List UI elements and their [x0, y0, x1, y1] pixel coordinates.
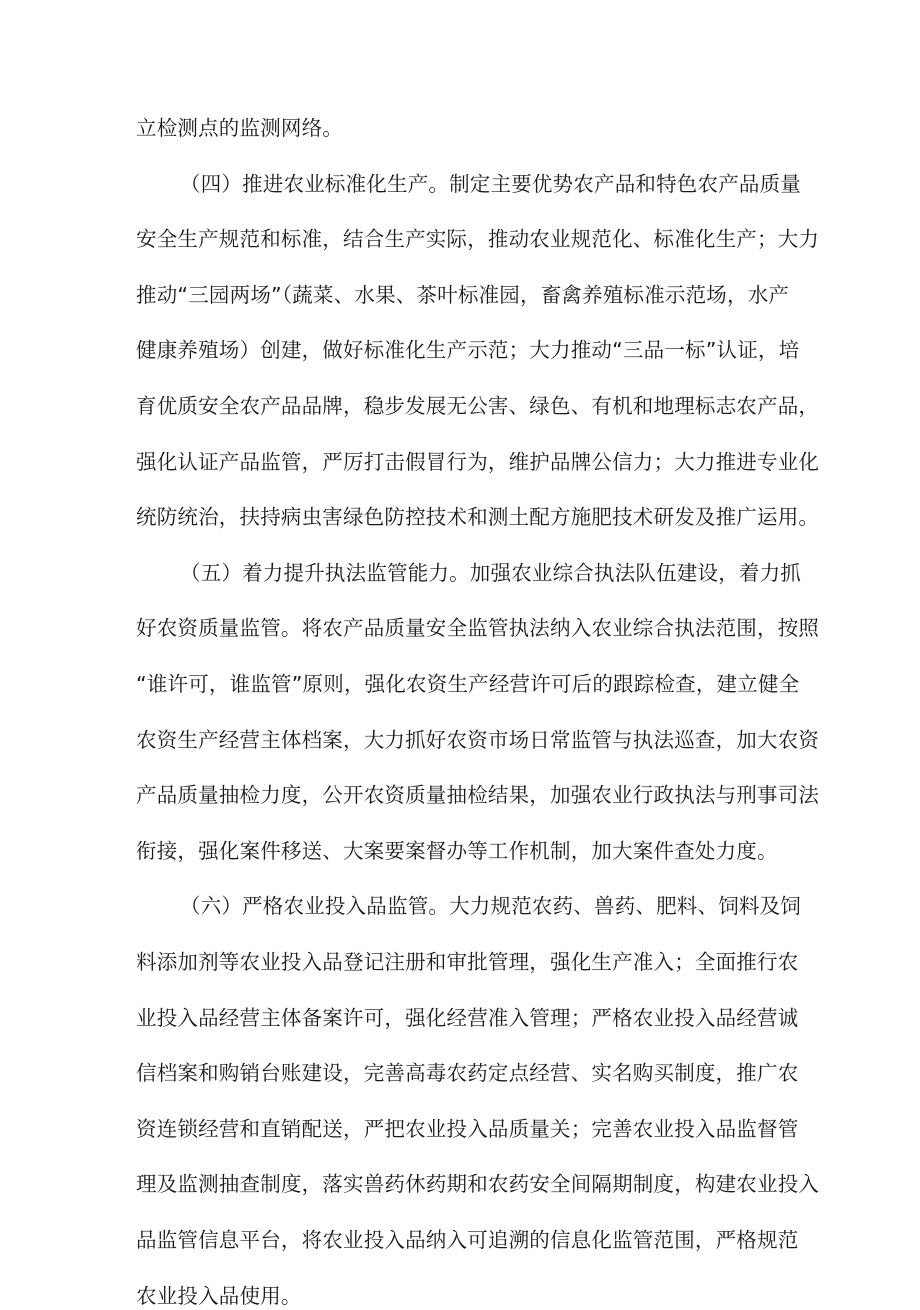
text-line: “谁许可，谁监管”原则，强化农资生产经营许可后的跟踪检查，建立健全 [136, 672, 800, 696]
text-line: 产品质量抽检力度，公开农资质量抽检结果，加强农业行政执法与刑事司法 [136, 783, 820, 807]
paragraph-heading-5: （五）着力提升执法监管能力。加强农业综合执法队伍建设，着力抓 [180, 561, 801, 585]
text-line: 理及监测抽查制度，落实兽药休药期和农药安全间隔期制度，构建农业投入 [136, 1172, 820, 1196]
text-line: 信档案和购销台账建设，完善高毒农药定点经营、实名购买制度，推广农 [136, 1061, 799, 1085]
paragraph-heading-6: （六）严格农业投入品监管。大力规范农药、兽药、肥料、饲料及饲 [180, 894, 801, 918]
text-line: 育优质安全农产品品牌，稳步发展无公害、绿色、有机和地理标志农产品， [136, 394, 820, 418]
text-line: 业投入品经营主体备案许可，强化经营准入管理；严格农业投入品经营诚 [136, 1006, 799, 1030]
text-line: 统防统治，扶持病虫害绿色防控技术和测土配方施肥技术研发及推广运用。 [136, 505, 820, 529]
text-line: 资连锁经营和直销配送，严把农业投入品质量关；完善农业投入品监督管 [136, 1117, 799, 1141]
text-line: 农资生产经营主体档案，大力抓好农资市场日常监管与执法巡查，加大农资 [136, 728, 820, 752]
text-line: 强化认证产品监管，严厉打击假冒行为，维护品牌公信力；大力推进专业化 [136, 450, 820, 474]
text-line: 品监管信息平台，将农业投入品纳入可追溯的信息化监管范围，严格规范 [136, 1228, 799, 1252]
text-line: 安全生产规范和标准，结合生产实际，推动农业规范化、标准化生产；大力 [136, 227, 820, 251]
text-line: 衔接，强化案件移送、大案要案督办等工作机制，加大案件查处力度。 [136, 839, 778, 863]
text-line: 立检测点的监测网络。 [136, 116, 343, 140]
text-line: 农业投入品使用。 [136, 1284, 302, 1308]
text-line: 推动“三园两场”（蔬菜、水果、茶叶标准园，畜禽养殖标准示范场，水产 [136, 283, 790, 307]
text-line: 好农资质量监管。将农产品质量安全监管执法纳入农业综合执法范围，按照 [136, 616, 820, 640]
text-line: 料添加剂等农业投入品登记注册和审批管理，强化生产准入；全面推行农 [136, 950, 799, 974]
paragraph-heading-4: （四）推进农业标准化生产。制定主要优势农产品和特色农产品质量 [180, 172, 801, 196]
text-line: 健康养殖场）创建，做好标准化生产示范；大力推动“三品一标”认证，培 [136, 338, 800, 362]
